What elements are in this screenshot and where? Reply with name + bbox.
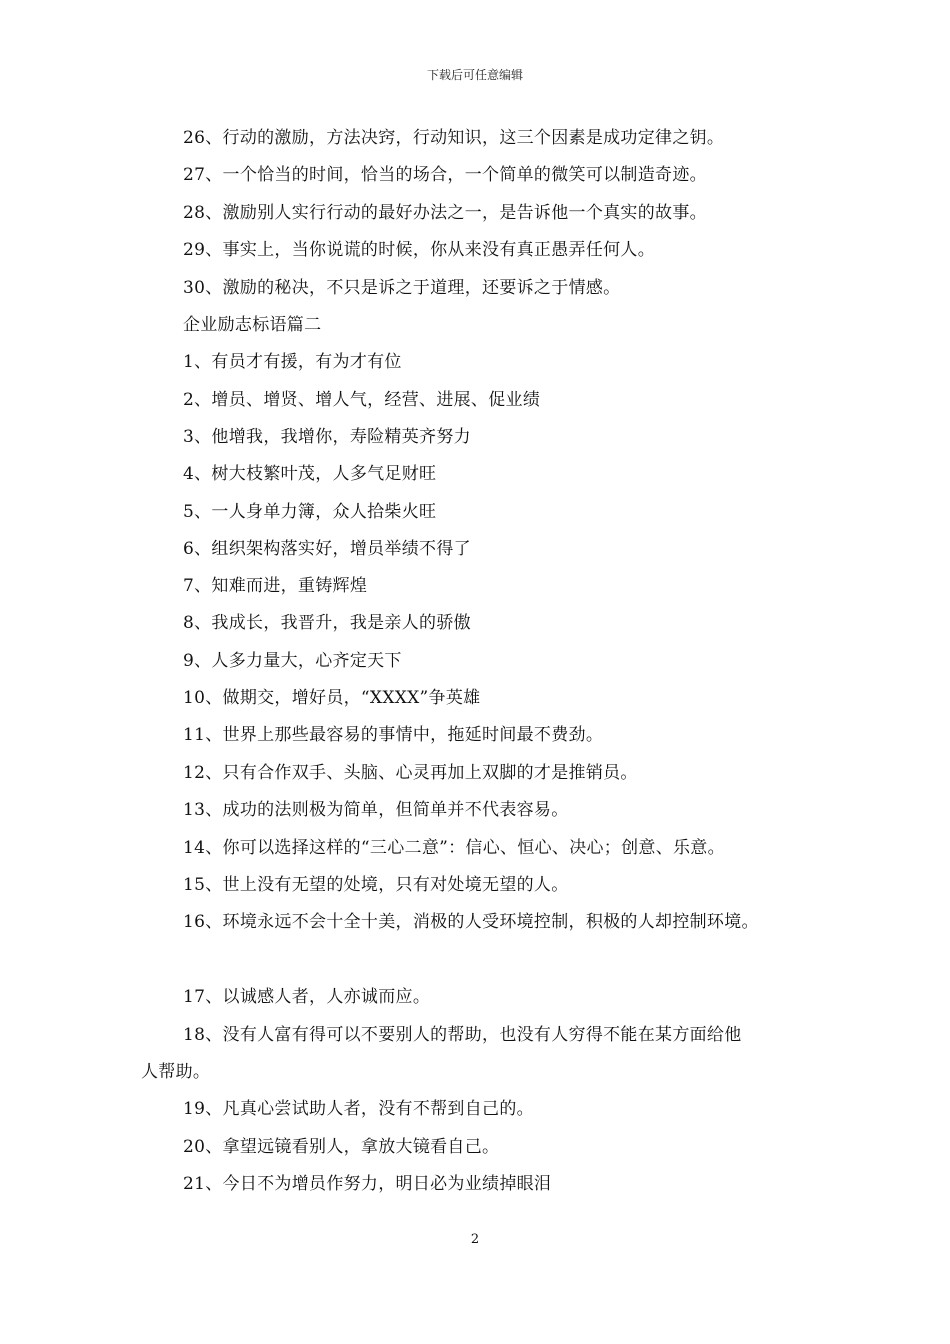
- text-line: 14、你可以选择这样的“三心二意”：信心、恒心、决心；创意、乐意。: [183, 838, 725, 858]
- text-line: 17、以诚感人者，人亦诚而应。: [183, 987, 431, 1007]
- text-line: 30、激励的秘决，不只是诉之于道理，还要诉之于情感。: [183, 278, 621, 298]
- page-number: 2: [470, 1232, 480, 1247]
- text-line: 11、世界上那些最容易的事情中，拖延时间最不费劲。: [183, 725, 604, 745]
- text-line: 16、环境永远不会十全十美，消极的人受环境控制，积极的人却控制环境。: [183, 912, 759, 932]
- page-header: 下载后可任意编辑: [426, 68, 523, 82]
- text-line: 27、一个恰当的时间，恰当的场合，一个简单的微笑可以制造奇迹。: [183, 165, 707, 185]
- text-line-continuation: 人帮助。: [141, 1062, 211, 1082]
- text-line: 6、组织架构落实好，增员举绩不得了: [183, 539, 471, 559]
- text-line: 4、树大枝繁叶茂，人多气足财旺: [183, 464, 437, 484]
- text-line: 7、知难而进，重铸辉煌: [183, 576, 368, 596]
- text-line: 19、凡真心尝试助人者，没有不帮到自己的。: [183, 1099, 534, 1119]
- text-line: 13、成功的法则极为简单，但简单并不代表容易。: [183, 800, 569, 820]
- text-line: 18、没有人富有得可以不要别人的帮助，也没有人穷得不能在某方面给他: [183, 1025, 742, 1045]
- text-line: 9、人多力量大，心齐定天下: [183, 651, 402, 671]
- text-line: 3、他增我，我增你，寿险精英齐努力: [183, 427, 471, 447]
- text-line: 21、今日不为增员作努力，明日必为业绩掉眼泪: [183, 1174, 552, 1194]
- text-line: 28、激励别人实行行动的最好办法之一，是告诉他一个真实的故事。: [183, 203, 707, 223]
- text-line: 12、只有合作双手、头脑、心灵再加上双脚的才是推销员。: [183, 763, 638, 783]
- text-line: 8、我成长，我晋升，我是亲人的骄傲: [183, 613, 471, 633]
- text-line: 29、事实上，当你说谎的时候，你从来没有真正愚弄任何人。: [183, 240, 656, 260]
- text-line: 1、有员才有援，有为才有位: [183, 352, 402, 372]
- text-line: 10、做期交，增好员，“XXXX”争英雄: [183, 688, 481, 708]
- text-line: 5、一人身单力簿，众人拾柴火旺: [183, 502, 437, 522]
- section-heading: 企业励志标语篇二: [183, 315, 322, 335]
- text-line: 2、增员、增贤、增人气，经营、进展、促业绩: [183, 390, 541, 410]
- text-line: 15、世上没有无望的处境，只有对处境无望的人。: [183, 875, 569, 895]
- text-line: 26、行动的激励，方法决窍，行动知识，这三个因素是成功定律之钥。: [183, 128, 725, 148]
- text-line: 20、拿望远镜看别人，拿放大镜看自己。: [183, 1137, 500, 1157]
